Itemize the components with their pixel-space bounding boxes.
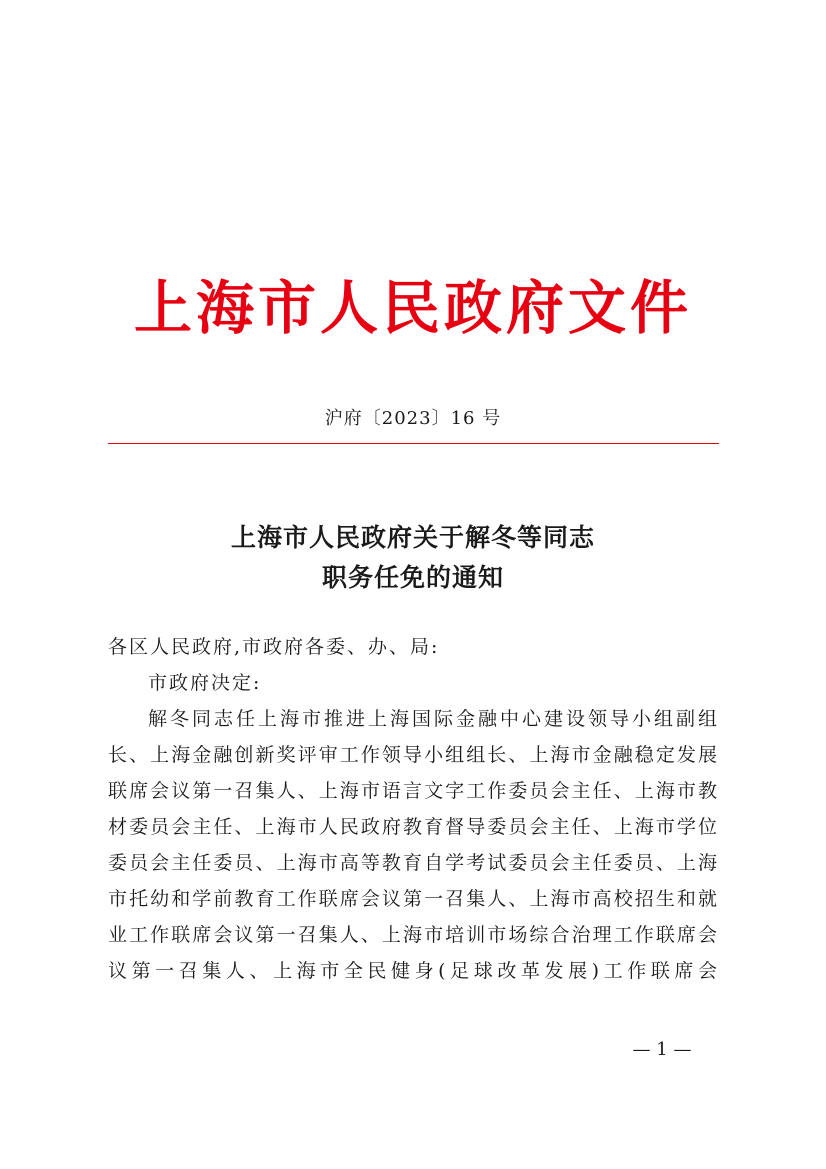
page-number: — 1 — — [632, 1039, 692, 1060]
document-number: 沪府〔2023〕16 号 — [324, 408, 502, 429]
appointment-paragraph: 解冬同志任上海市推进上海国际金融中心建设领导小组副组长、上海金融创新奖评审工作领导小组组长、上海市金融稳定发展联席会议第一召集人、上海市语言文字工作委员会主任、上海市教材委员会主任、上海市人民政府教育督导委员会主任、上海市学位委员会主任委员、上海市高等教育自学考试委员会主任委员、上海市托幼和学前教育工作联席会议第一召集人、上海市高校招生和就业工作联席会议第一召集人、上海市培训市场综合治理工作联席会议第一召集人、上海市全民健身(足球改革发展)工作联席会 — [108, 708, 719, 982]
document-title-line-1: 上海市人民政府关于解冬等同志 — [230, 523, 595, 552]
addressee: 各区人民政府,市政府各委、办、局: — [108, 636, 440, 658]
document-title — [0, 518, 826, 598]
decision-intro: 市政府决定: — [148, 672, 262, 694]
red-divider-line — [108, 443, 719, 444]
document-masthead: 上海市人民政府文件 — [133, 274, 692, 342]
document-body — [108, 629, 719, 989]
document-title-line-2: 职务任免的通知 — [321, 563, 504, 592]
